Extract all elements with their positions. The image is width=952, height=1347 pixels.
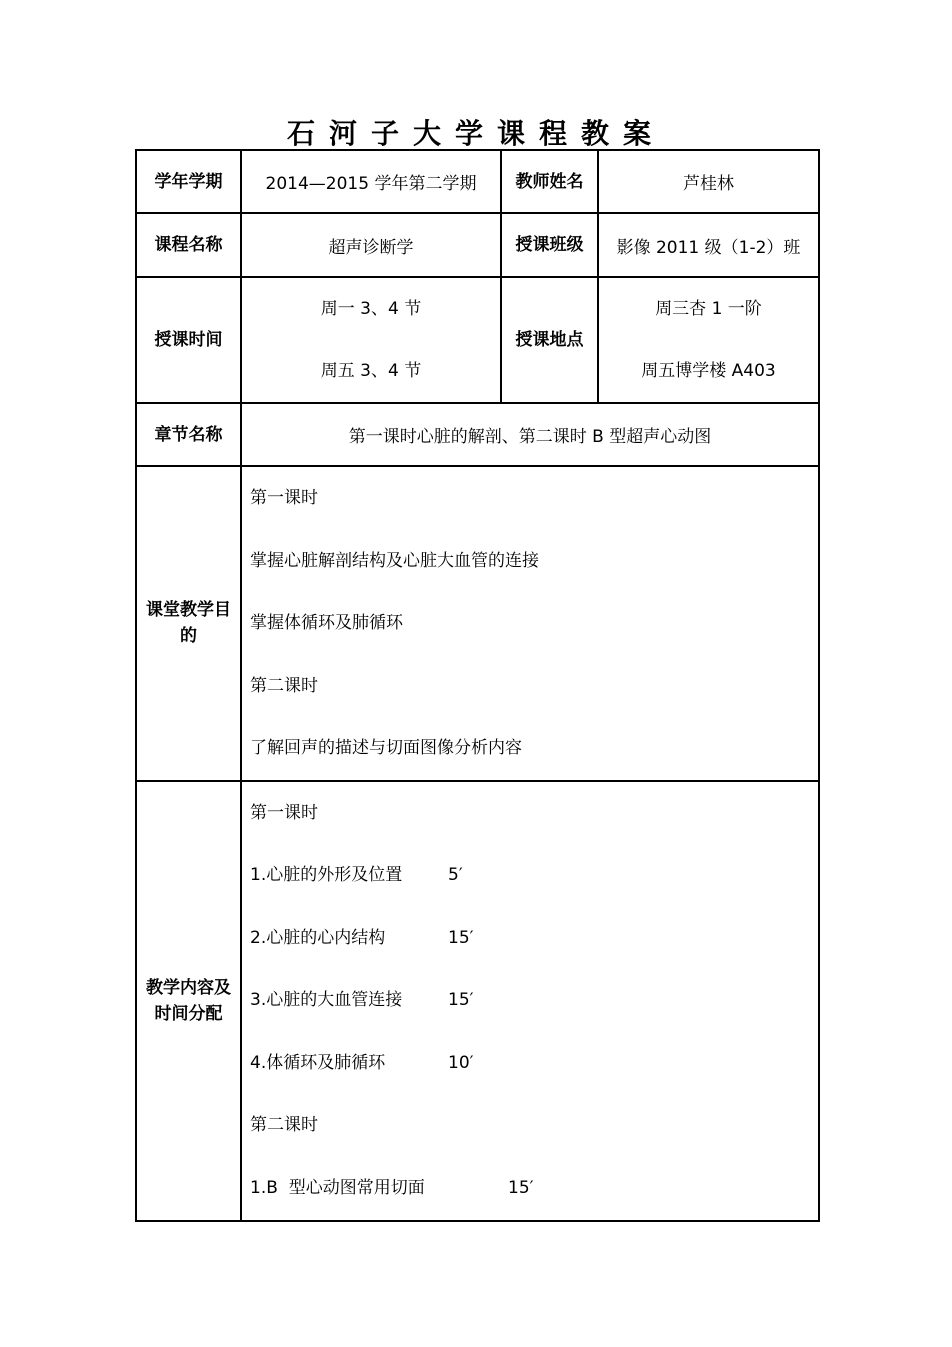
content-text: 4.体循环及肺循环 xyxy=(250,1052,386,1073)
row-objectives xyxy=(136,466,819,781)
content-text: 第一课时 xyxy=(250,802,318,823)
content-text: 3.心脏的大血管连接 xyxy=(250,990,403,1011)
objectives-label-text: 课堂教学目的 xyxy=(146,600,231,647)
content-line xyxy=(242,1032,818,1095)
content-text: 1.B 型心动图常用切面 xyxy=(250,1177,425,1198)
semester-label: 学年学期 xyxy=(136,150,241,213)
row-chapter xyxy=(136,403,819,466)
content-time: 15′ xyxy=(508,1177,534,1198)
row-course xyxy=(136,213,819,277)
chapter-label: 章节名称 xyxy=(136,403,241,466)
place-values xyxy=(598,277,819,403)
content-time: 10′ xyxy=(448,1052,474,1073)
content-label-text: 教学内容及时间分配 xyxy=(146,977,231,1024)
time-value-1: 周一 3、4 节 xyxy=(320,299,422,319)
row-time xyxy=(136,277,819,403)
place-value-1: 周三杏 1 一阶 xyxy=(655,299,762,319)
place-value-2: 周五博学楼 A403 xyxy=(641,361,776,381)
teacher-label: 教师姓名 xyxy=(501,150,598,213)
objectives-content xyxy=(241,466,819,781)
content-line xyxy=(242,1157,818,1220)
class-label: 授课班级 xyxy=(501,213,598,277)
objective-line: 掌握心脏解剖结构及心脏大血管的连接 xyxy=(250,550,539,571)
time-values xyxy=(241,277,501,403)
objective-line: 第一课时 xyxy=(250,488,318,508)
content-time: 15′ xyxy=(448,927,474,948)
page-title: 石河子大学课程教案 xyxy=(286,117,665,150)
content-time: 15′ xyxy=(448,990,474,1011)
objective-line: 第二课时 xyxy=(250,675,318,696)
content-line xyxy=(242,907,818,970)
content-text: 第二课时 xyxy=(250,1115,318,1136)
chapter-value: 第一课时心脏的解剖、第二课时 B 型超声心动图 xyxy=(241,403,819,466)
content-line xyxy=(242,844,818,907)
teacher-value: 芦桂林 xyxy=(598,150,819,213)
objectives-label xyxy=(136,466,241,781)
lesson-plan-table xyxy=(135,149,820,1222)
content-text: 1.心脏的外形及位置 xyxy=(250,865,403,886)
semester-value: 2014—2015 学年第二学期 xyxy=(241,150,501,213)
time-label: 授课时间 xyxy=(136,277,241,403)
content-time: 5′ xyxy=(448,865,463,886)
content-line xyxy=(242,1094,818,1157)
objective-line: 掌握体循环及肺循环 xyxy=(250,613,403,633)
row-content xyxy=(136,781,819,1221)
time-value-2: 周五 3、4 节 xyxy=(320,361,422,381)
course-value: 超声诊断学 xyxy=(241,213,501,277)
content-items xyxy=(241,781,819,1221)
objective-line: 了解回声的描述与切面图像分析内容 xyxy=(250,738,522,758)
row-semester xyxy=(136,150,819,213)
place-label: 授课地点 xyxy=(501,277,598,403)
content-label xyxy=(136,781,241,1221)
content-line xyxy=(242,969,818,1032)
course-label: 课程名称 xyxy=(136,213,241,277)
content-text: 2.心脏的心内结构 xyxy=(250,927,386,948)
content-line xyxy=(242,782,818,845)
class-value: 影像 2011 级（1-2）班 xyxy=(598,213,819,277)
